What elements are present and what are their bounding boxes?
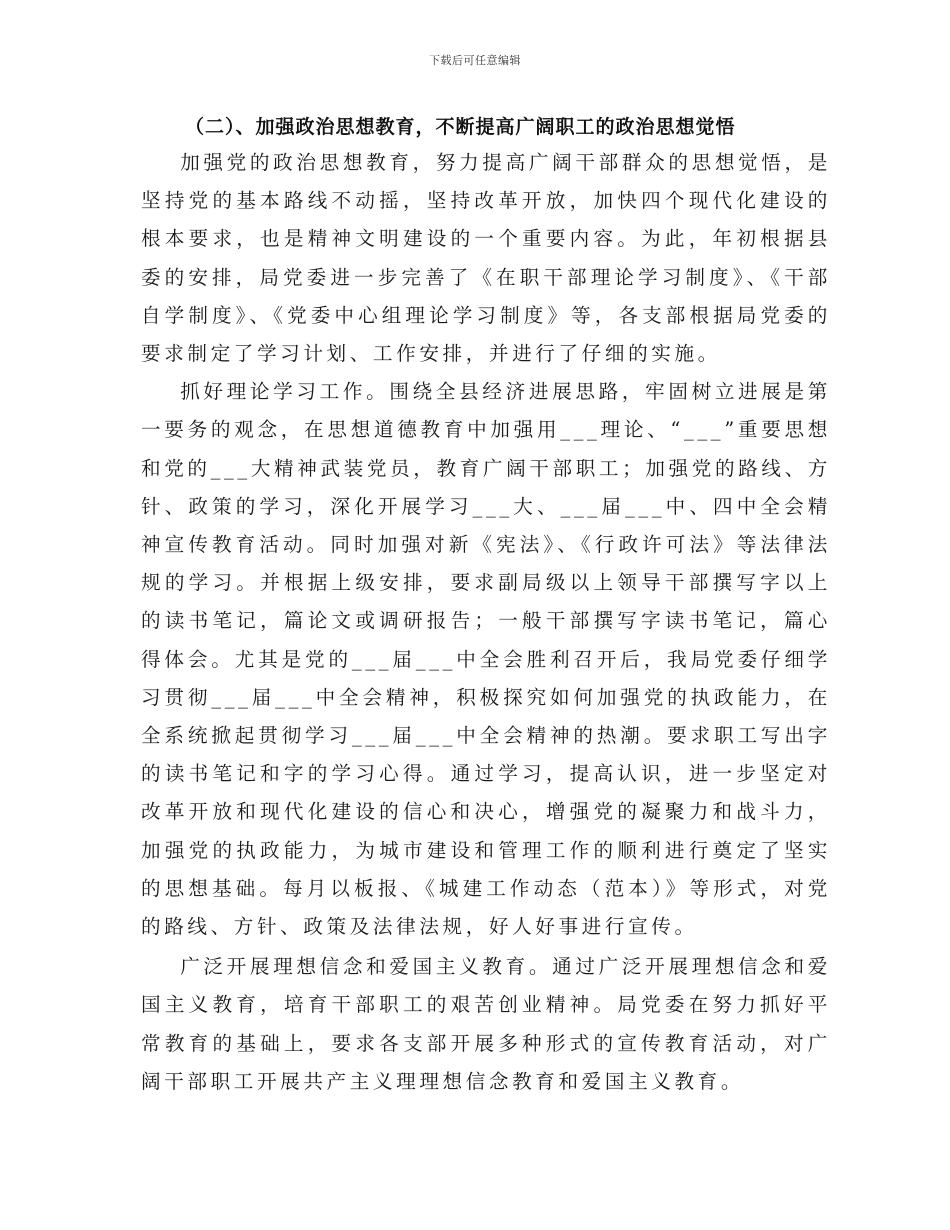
section-body xyxy=(141,144,831,1103)
paragraph-1: 加强党的政治思想教育，努力提高广阔干部群众的思想觉悟，是坚持党的基本路线不动摇，坚持改革开放，加快四个现代化建设的根本要求，也是精神文明建设的一个重要内容。为此，年初根据县委的安排，局党委进一步完善了《在职干部理论学习制度》、《干部自学制度》、《党委中心组理论学习制度》等，各支部根据局党委的要求制定了学习计划、工作安排，并进行了仔细的实施。 xyxy=(141,151,831,366)
paragraph-3: 广泛开展理想信念和爱国主义教育。通过广泛开展理想信念和爱国主义教育，培育干部职工的艰苦创业精神。局党委在努力抓好平常教育的基础上，要求各支部开展多种形式的宣传教育活动，对广阔干部职工开展共产主义理理想信念教育和爱国主义教育。 xyxy=(141,955,831,1093)
paragraph-2: 抓好理论学习工作。围绕全县经济进展思路，牢固树立进展是第一要务的观念，在思想道德教育中加强用___理论、“___”重要思想和党的___大精神武装党员，教育广阔干部职工；加强党的路线、方针、政策的学习，深化开展学习___大、___届___中、四中全会精神宣传教育活动。同时加强对新《宪法》、《行政许可法》等法律法规的学习。并根据上级安排，要求副局级以上领导干部撰写字以上的读书笔记，篇论文或调研报告；一般干部撰写字读书笔记，篇心得体会。尤其是党的___届___中全会胜利召开后，我局党委仔细学习贯彻___届___中全会精神，积极探究如何加强党的执政能力，在全系统掀起贯彻学习___届___中全会精神的热潮。要求职工写出字的读书笔记和字的学习心得。通过学习，提高认识，进一步坚定对改革开放和现代化建设的信心和决心，增强党的凝聚力和战斗力，加强党的执政能力，为城市建设和管理工作的顺利进行奠定了坚实的思想基础。每月以板报、《城建工作动态（范本）》等形式，对党的路线、方针、政策及法律法规，好人好事进行宣传。 xyxy=(141,380,831,939)
section-title: （二）、加强政治思想教育，不断提高广阔职工的政治思想觉悟 xyxy=(185,116,736,138)
page-header-note: 下载后可任意编辑 xyxy=(429,54,521,67)
